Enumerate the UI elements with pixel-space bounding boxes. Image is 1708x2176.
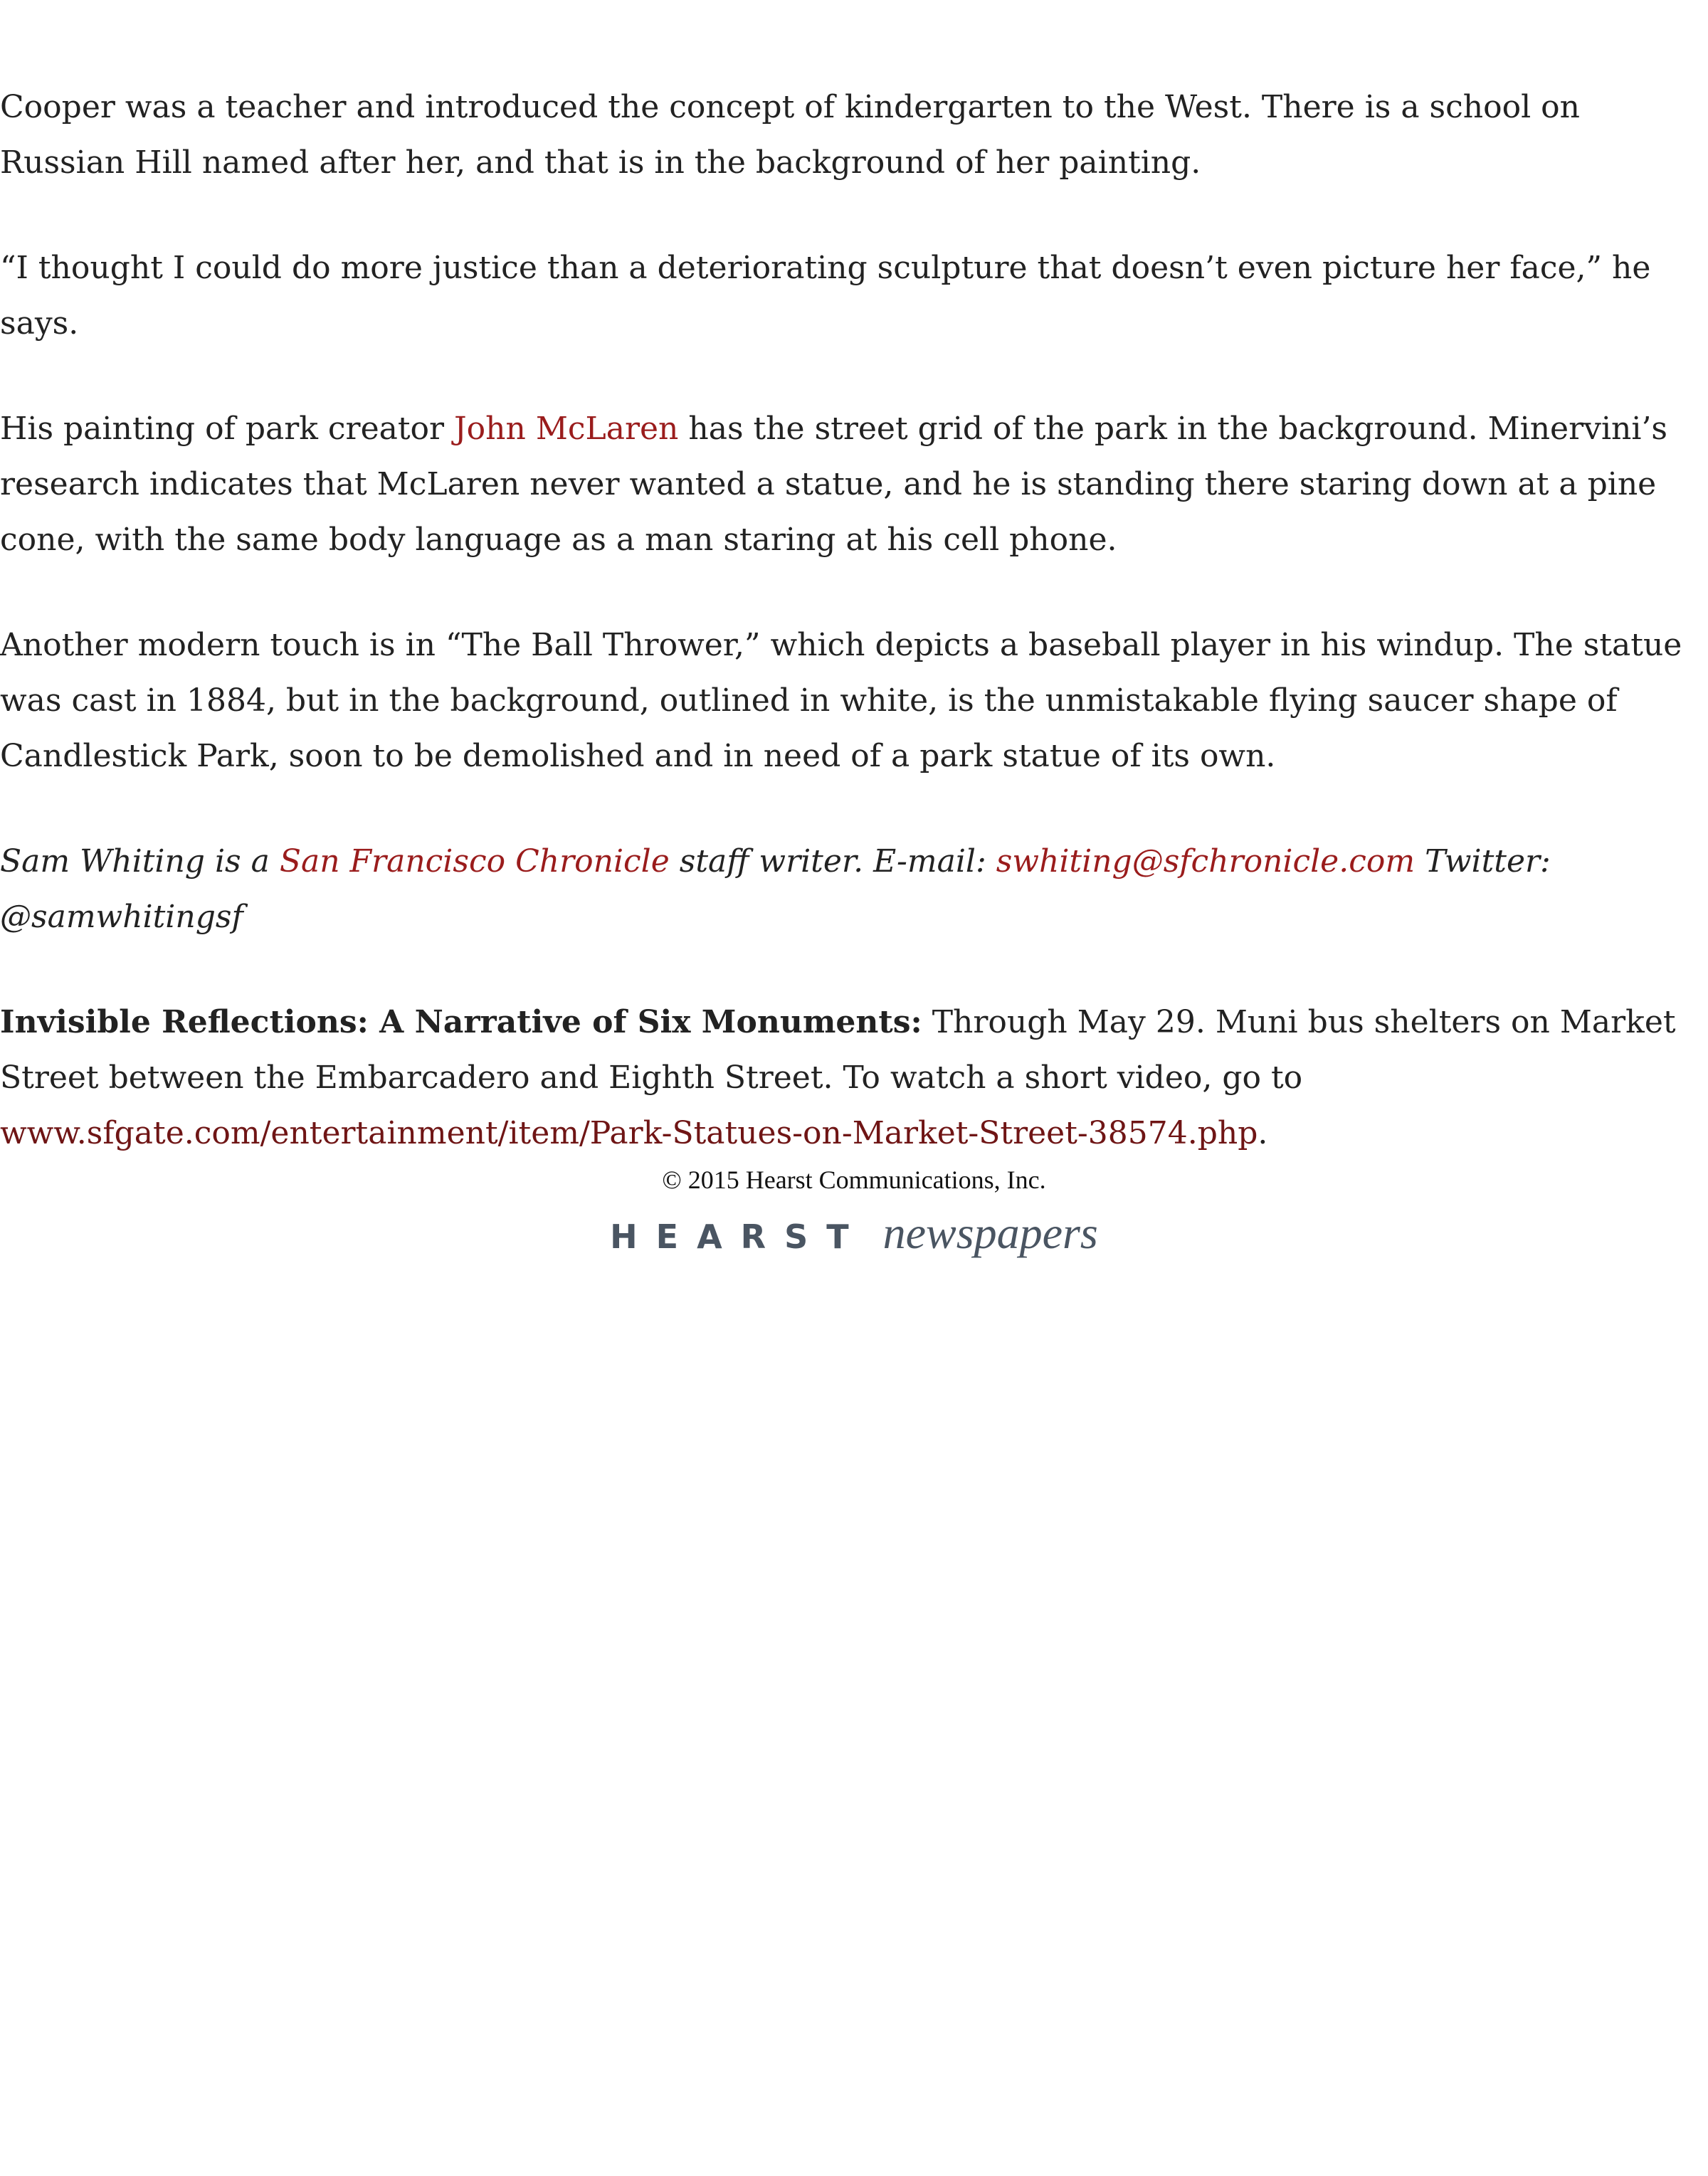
john-mclaren-link[interactable]: John McLaren: [454, 411, 679, 447]
page-footer: [0, 1158, 1708, 1259]
article-paragraph: [0, 401, 1708, 568]
byline-text: Twitter: @samwhitingsf: [0, 843, 1551, 935]
paragraph-text: “I thought I could do more justice than a deteriorating sculpture that doesn’t even picture her face,” he says.: [0, 250, 1651, 342]
san-francisco-chronicle-link[interactable]: San Francisco Chronicle: [279, 843, 670, 880]
article-paragraph: [0, 618, 1708, 784]
article-paragraph: [0, 80, 1708, 191]
logo-brand: HEARST: [610, 1218, 868, 1256]
event-details: Through May 29. Muni bus shelters on Market Street between the Embarcadero and Eighth Street. To watch a short video, go to: [0, 1004, 1676, 1096]
event-name: Invisible Reflections: A Narrative of Six Monuments:: [0, 1004, 922, 1040]
author-byline: [0, 834, 1708, 945]
event-info: [0, 995, 1708, 1161]
byline-text: Sam Whiting is a: [0, 843, 280, 880]
paragraph-text: Another modern touch is in “The Ball Thrower,” which depicts a baseball player in his windup. The statue was cast in 1884, but in the background, outlined in white, is the unmistakable flying saucer shape of Candlestick Park, soon to be demolished and in need of a park statue of its own.: [0, 627, 1682, 774]
byline-text: staff writer. E-mail:: [669, 843, 996, 880]
article-body: [0, 80, 1708, 1211]
author-email-link[interactable]: swhiting@sfchronicle.com: [996, 843, 1416, 880]
paragraph-text: has the street grid of the park in the background. Minervini’s research indicates that McLaren never wanted a statue, and he is standing there staring down at a pine cone, with the same body language as a man staring at his cell phone.: [0, 411, 1668, 558]
logo-sub: newspapers: [882, 1208, 1098, 1258]
video-link[interactable]: www.sfgate.com/entertainment/item/Park-Statues-on-Market-Street-38574.php: [0, 1115, 1258, 1151]
event-end: .: [1258, 1115, 1268, 1151]
paragraph-text: Cooper was a teacher and introduced the concept of kindergarten to the West. There is a school on Russian Hill named after her, and that is in the background of her painting.: [0, 89, 1580, 181]
hearst-newspapers-logo: [610, 1207, 1098, 1259]
article-paragraph: [0, 241, 1708, 352]
copyright-notice: © 2015 Hearst Communications, Inc.: [662, 1166, 1046, 1194]
paragraph-text: His painting of park creator: [0, 411, 455, 447]
